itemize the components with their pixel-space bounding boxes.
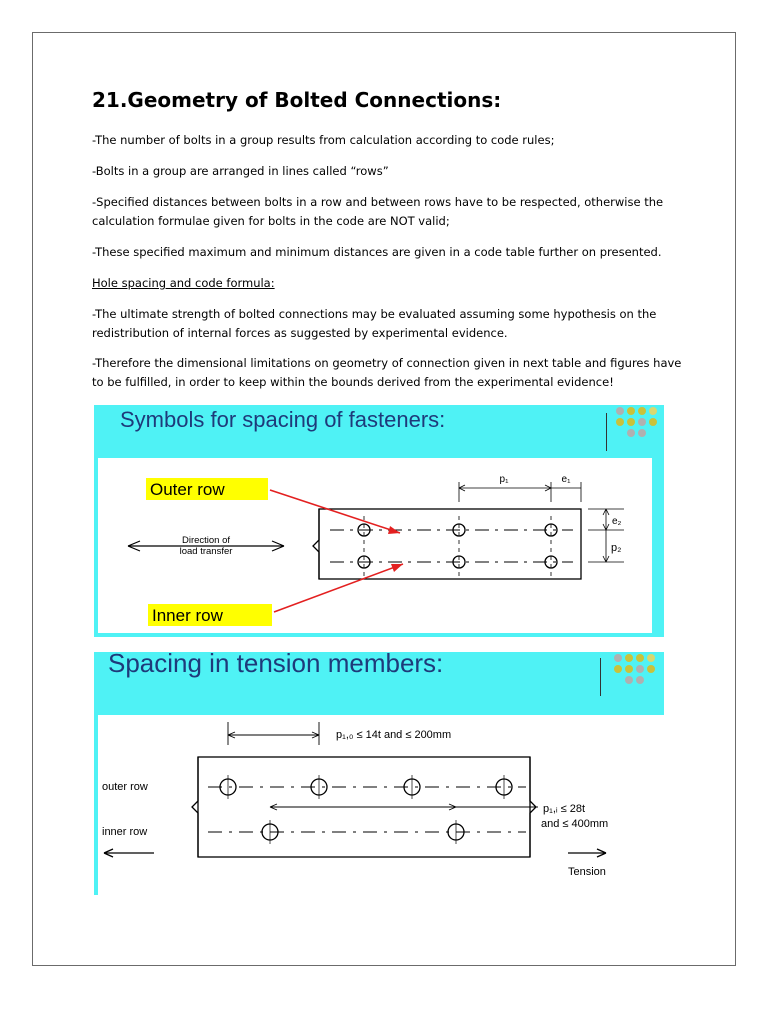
figure1-e1-label: e₁ — [561, 474, 571, 485]
paragraph-ultimate-strength: -The ultimate strength of bolted connections may be evaluated assuming some hypothesis on the redistribution of internal forces as suggested by experimental evidence. — [92, 307, 657, 340]
paragraph-dimensional-limits: -Therefore the dimensional limitations on geometry of connection given in next table and figures have to be fulfilled, in order to keep within the bounds derived from the experimental evidence! — [92, 356, 682, 389]
figure1-p1-label: p₁ — [499, 474, 509, 485]
figure1-dot-grid-icon — [616, 407, 664, 455]
figure2-dot-grid-icon — [614, 654, 662, 702]
figure-symbols-spacing — [94, 405, 664, 637]
figure2-inner-row-label: inner row — [102, 826, 148, 838]
figure2-p1i-line2: and ≤ 400mm — [541, 818, 609, 830]
paragraph-rows: -Bolts in a group are arranged in lines called “rows” — [92, 164, 389, 178]
figure2-p10-label: p₁,₀ ≤ 14t and ≤ 200mm — [336, 729, 452, 741]
figure2-tension-label: Tension — [568, 866, 606, 878]
figure2-diagram — [98, 715, 664, 895]
figure1-direction-line2: load transfer — [179, 546, 233, 557]
figure1-title: Symbols for spacing of fasteners: — [120, 407, 446, 432]
paragraph-bolt-count: -The number of bolts in a group results from calculation according to code rules; — [92, 133, 555, 147]
figure2-p1i-line1: p₁,ᵢ ≤ 28t — [543, 803, 586, 815]
paragraph-distances: -Specified distances between bolts in a row and between rows have to be respected, otherwise the calculation formulae given for bolts in the code are NOT valid; — [92, 195, 664, 228]
figure2-drawing-area — [98, 715, 664, 895]
paragraph-code-table: -These specified maximum and minimum distances are given in a code table further on presented. — [92, 245, 662, 259]
figure1-outer-row-arrow — [270, 490, 400, 533]
figure1-inner-row-label: Inner row — [152, 606, 223, 625]
figure-tension-spacing-header — [94, 648, 664, 715]
figure1-direction-line1: Direction of — [181, 535, 231, 546]
figure1-outer-row-label: Outer row — [150, 480, 225, 499]
figure2-outer-row-label: outer row — [102, 781, 148, 793]
figure2-title: Spacing in tension members: — [108, 648, 444, 678]
figure1-drawing-area — [98, 458, 652, 633]
figure1-e2-label: e₂ — [612, 516, 622, 527]
page-title: 21.Geometry of Bolted Connections: — [92, 88, 502, 112]
figure1-inner-row-arrow — [274, 564, 403, 612]
figure2-divider — [600, 658, 601, 696]
figure1-divider — [606, 413, 607, 451]
figure1-p2-label: p₂ — [611, 542, 622, 554]
section-heading-hole-spacing: Hole spacing and code formula: — [92, 276, 275, 290]
figure1-diagram — [98, 458, 652, 633]
